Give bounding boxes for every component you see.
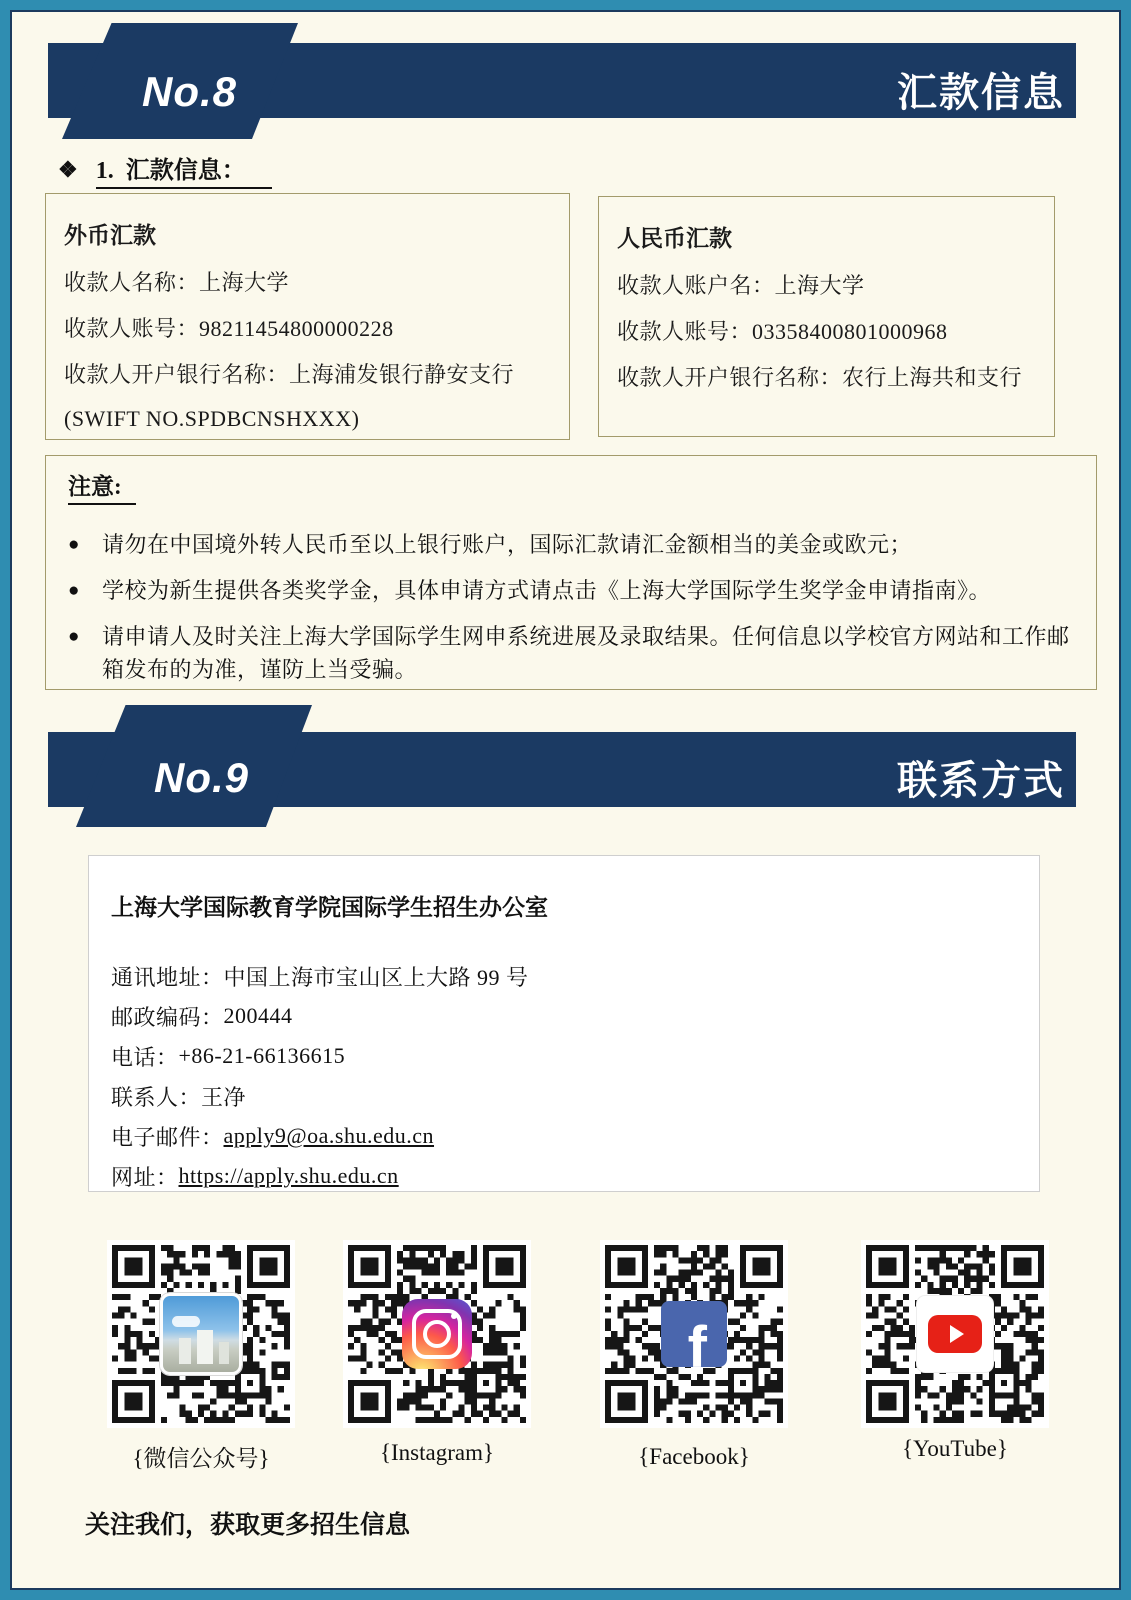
contact-person-value: 王净: [201, 1084, 247, 1110]
foreign-box-title: 外币汇款: [64, 222, 156, 248]
notice-item: [68, 574, 1074, 607]
section-heading-text: 1. 汇款信息：: [96, 150, 272, 189]
youtube-icon: [917, 1296, 993, 1372]
contact-rows: [111, 956, 1019, 1196]
notice-box: [45, 455, 1097, 690]
postcode-row: [111, 996, 1019, 1036]
cloud-shape: [172, 1316, 200, 1327]
postcode-label: 邮政编码：: [111, 1004, 224, 1030]
website-label: 网址：: [111, 1164, 179, 1190]
banner-no8-number: No.8: [142, 68, 238, 115]
qr-label-instagram: {Instagram}: [379, 1440, 495, 1465]
circle-bullet-icon: ●: [68, 626, 80, 647]
building-shape: [197, 1330, 213, 1364]
address-value: 中国上海市宝山区上大路 99 号: [223, 964, 529, 990]
circle-bullet-icon: ●: [68, 534, 80, 555]
email-link[interactable]: apply9@oa.shu.edu.cn: [223, 1123, 435, 1148]
section-heading: [58, 150, 272, 189]
banner-no9-number: No.9: [154, 754, 250, 801]
bank-name-row: 收款人开户银行名称：上海浦发银行静安支行: [64, 361, 515, 387]
postcode-value: 200444: [223, 1003, 293, 1028]
website-row: [111, 1156, 1019, 1196]
phone-value: +86-21-66136615: [178, 1043, 346, 1068]
contact-person-label: 联系人：: [111, 1084, 202, 1110]
qr-code-facebook: [600, 1240, 788, 1428]
email-label: 电子邮件：: [111, 1124, 224, 1150]
swift-row: (SWIFT NO.SPDBCNSHXXX): [64, 406, 360, 431]
notice-title: 注意:: [68, 468, 136, 505]
qr-label-youtube: {YouTube}: [902, 1436, 1008, 1461]
banner-no9-title: 联系方式: [897, 759, 1065, 803]
rmb-box: [598, 196, 1055, 437]
banner-no8-title: 汇款信息: [897, 71, 1065, 115]
phone-label: 电话：: [111, 1044, 179, 1070]
website-link[interactable]: https://apply.shu.edu.cn: [178, 1163, 399, 1188]
instagram-icon: [402, 1299, 472, 1369]
payee-name-row: 收款人账户名：上海大学: [617, 272, 865, 298]
rmb-box-title: 人民币汇款: [617, 225, 732, 251]
camera-flash-dot: [451, 1313, 457, 1319]
phone-row: [111, 1036, 1019, 1076]
qr-item-youtube: [861, 1240, 1049, 1462]
qr-code-youtube: [861, 1240, 1049, 1428]
building-shape: [179, 1338, 191, 1364]
qr-label-facebook: {Facebook}: [638, 1444, 750, 1469]
camera-lens: [423, 1320, 451, 1348]
facebook-icon: f: [661, 1301, 727, 1367]
notice-item-text: 请勿在中国境外转人民币至以上银行账户，国际汇款请汇金额相当的美金或欧元；: [102, 532, 913, 557]
play-icon: [950, 1325, 964, 1343]
address-label: 通讯地址：: [111, 964, 224, 990]
payee-name-row: 收款人名称：上海大学: [64, 269, 290, 295]
contact-office-title: 上海大学国际教育学院国际学生招生办公室: [111, 894, 548, 920]
notice-item-text: 请申请人及时关注上海大学国际学生网申系统进展及录取结果。任何信息以学校官方网站和工作邮箱发布的为准，谨防上当受骗。: [102, 624, 1070, 682]
document-page: [10, 10, 1121, 1590]
qr-item-facebook: [600, 1240, 788, 1470]
notice-item: [68, 528, 1074, 561]
wechat-campus-photo: [160, 1293, 242, 1375]
account-number-row: 收款人账号：03358400801000968: [617, 318, 948, 344]
qr-item-wechat: [107, 1240, 295, 1473]
building-shape: [219, 1342, 229, 1364]
address-row: [111, 956, 1019, 996]
qr-code-instagram: [343, 1240, 531, 1428]
circle-bullet-icon: ●: [68, 580, 80, 601]
qr-label-wechat: {微信公众号}: [132, 1446, 270, 1471]
notice-item-text: 学校为新生提供各类奖学金，具体申请方式请点击《上海大学国际学生奖学金申请指南》。: [102, 578, 992, 603]
bank-name-row: 收款人开户银行名称：农行上海共和支行: [617, 364, 1023, 390]
qr-item-instagram: [343, 1240, 531, 1466]
footer-follow-us-text: 关注我们，获取更多招生信息: [85, 1511, 411, 1539]
email-row: [111, 1116, 1019, 1156]
contact-person-row: [111, 1076, 1019, 1116]
qr-code-wechat: [107, 1240, 295, 1428]
contact-box: [88, 855, 1040, 1192]
notice-item: [68, 620, 1074, 686]
foreign-currency-box: [45, 193, 570, 440]
account-number-row: 收款人账号：98211454800000228: [64, 315, 394, 341]
diamond-bullet-icon: ❖: [58, 156, 78, 182]
